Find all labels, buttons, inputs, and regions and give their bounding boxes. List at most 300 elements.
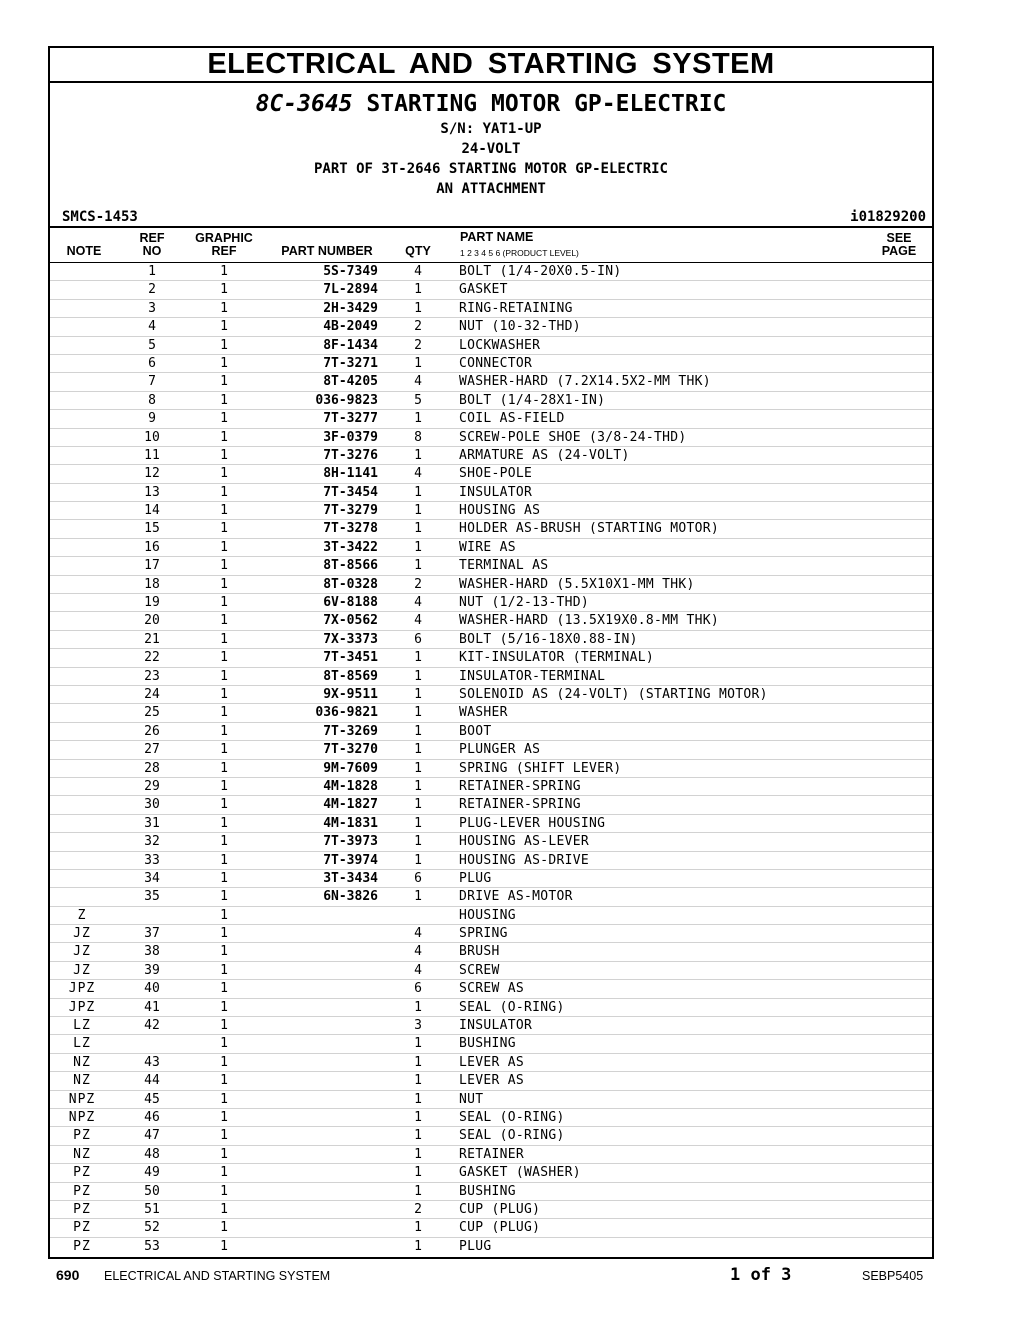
part-number-cell: 7T-3271 xyxy=(323,355,378,371)
illustration-id: i01829200 xyxy=(850,209,926,225)
table-row xyxy=(50,594,932,612)
group-header xyxy=(50,83,932,228)
ref-no-cell: 1 xyxy=(148,264,156,279)
table-row xyxy=(50,557,932,575)
part-name-cell: KIT-INSULATOR (TERMINAL) xyxy=(459,650,655,666)
table-row xyxy=(50,465,932,483)
graphic-ref-cell: 1 xyxy=(220,1165,228,1181)
graphic-ref-cell: 1 xyxy=(220,1073,228,1089)
ref-no-cell: 7 xyxy=(148,374,156,390)
header-ref-top: REF xyxy=(139,231,165,245)
ref-no-cell: 10 xyxy=(144,429,160,445)
note-cell: LZ xyxy=(73,1036,91,1052)
graphic-ref-cell: 1 xyxy=(220,1091,228,1107)
graphic-ref-cell: 1 xyxy=(220,889,228,905)
note-cell: LZ xyxy=(73,1018,91,1034)
part-name-cell: SHOE-POLE xyxy=(459,466,533,482)
graphic-ref-cell: 1 xyxy=(220,962,228,978)
qty-cell: 4 xyxy=(414,264,422,279)
ref-no-cell: 25 xyxy=(144,705,160,721)
qty-cell: 1 xyxy=(414,650,422,666)
ref-no-cell: 14 xyxy=(144,503,160,519)
part-number-cell: 8T-0328 xyxy=(323,576,378,592)
note-cell: NPZ xyxy=(68,1091,96,1107)
graphic-ref-cell: 1 xyxy=(220,392,228,408)
qty-cell: 1 xyxy=(414,300,422,316)
graphic-ref-cell: 1 xyxy=(220,723,228,739)
table-row xyxy=(50,870,932,888)
part-name-cell: RETAINER-SPRING xyxy=(459,797,581,813)
part-name-cell: HOLDER AS-BRUSH (STARTING MOTOR) xyxy=(459,521,720,537)
qty-cell: 2 xyxy=(414,319,422,335)
qty-cell: 8 xyxy=(414,429,422,445)
ref-no-cell: 27 xyxy=(144,742,160,758)
qty-cell: 1 xyxy=(414,742,422,758)
table-row xyxy=(50,1127,932,1145)
table-row xyxy=(50,668,932,686)
table-row xyxy=(50,1164,932,1182)
ref-no-cell: 17 xyxy=(144,558,160,574)
part-name-cell: BUSHING xyxy=(459,1036,516,1052)
qty-cell: 1 xyxy=(414,760,422,776)
part-name-cell: SOLENOID AS (24-VOLT) (STARTING MOTOR) xyxy=(459,686,768,702)
graphic-ref-cell: 1 xyxy=(220,521,228,537)
graphic-ref-cell: 1 xyxy=(220,484,228,500)
part-number-cell: 8T-8569 xyxy=(323,668,378,684)
part-name-cell: HOUSING AS-LEVER xyxy=(459,834,590,850)
part-name-cell: BOLT (1/4-20X0.5-IN) xyxy=(459,264,622,279)
table-row xyxy=(50,263,932,281)
parts-page-frame xyxy=(48,46,934,1259)
part-number-cell: 8T-8566 xyxy=(323,558,378,574)
graphic-ref-cell: 1 xyxy=(220,447,228,463)
graphic-ref-cell: 1 xyxy=(220,1220,228,1236)
part-number-cell: 3F-0379 xyxy=(323,429,378,445)
qty-cell: 1 xyxy=(414,447,422,463)
graphic-ref-cell: 1 xyxy=(220,907,228,923)
graphic-ref-cell: 1 xyxy=(220,558,228,574)
voltage: 24-VOLT xyxy=(461,141,521,157)
table-row xyxy=(50,502,932,520)
header-note: NOTE xyxy=(66,244,102,258)
part-name-cell: RETAINER-SPRING xyxy=(459,778,581,794)
part-name-cell: ARMATURE AS (24-VOLT) xyxy=(459,447,630,463)
group-title xyxy=(50,91,932,117)
footer-page-count: 1 of 3 xyxy=(730,1265,792,1285)
qty-cell: 1 xyxy=(414,797,422,813)
group-part-number: 8C-3645 xyxy=(255,91,353,117)
qty-cell: 2 xyxy=(414,1201,422,1217)
part-name-cell: HOUSING AS xyxy=(459,503,541,519)
graphic-ref-cell: 1 xyxy=(220,1146,228,1162)
part-number-cell: 7T-3277 xyxy=(323,411,378,427)
graphic-ref-cell: 1 xyxy=(220,631,228,647)
part-name-cell: PLUG xyxy=(459,870,492,886)
table-row xyxy=(50,1035,932,1053)
part-number-cell: 4M-1827 xyxy=(323,797,378,813)
footer-doc-id: SEBP5405 xyxy=(862,1269,924,1283)
part-name-cell: SPRING (SHIFT LEVER) xyxy=(459,760,622,776)
part-number-cell: 2H-3429 xyxy=(323,300,378,316)
part-name-cell: GASKET xyxy=(459,282,508,298)
ref-no-cell: 38 xyxy=(144,944,160,960)
ref-no-cell: 6 xyxy=(148,355,156,371)
ref-no-cell: 30 xyxy=(144,797,160,813)
graphic-ref-cell: 1 xyxy=(220,1238,228,1254)
part-number-cell: 5S-7349 xyxy=(323,264,378,279)
footer-page-number: 690 xyxy=(56,1267,80,1283)
part-number-cell: 7T-3270 xyxy=(323,742,378,758)
smcs-code: SMCS-1453 xyxy=(62,209,138,225)
graphic-ref-cell: 1 xyxy=(220,742,228,758)
part-number-cell: 8T-4205 xyxy=(323,374,378,390)
part-name-cell: BOLT (1/4-28X1-IN) xyxy=(459,392,606,408)
table-row xyxy=(50,410,932,428)
header-qty: QTY xyxy=(405,244,431,258)
part-of-note: PART OF 3T-2646 STARTING MOTOR GP-ELECTRIC xyxy=(313,161,668,177)
qty-cell: 1 xyxy=(414,686,422,702)
part-name-cell: WASHER-HARD (5.5X10X1-MM THK) xyxy=(459,576,695,592)
table-row xyxy=(50,429,932,447)
graphic-ref-cell: 1 xyxy=(220,650,228,666)
note-cell: PZ xyxy=(73,1165,91,1181)
qty-cell: 1 xyxy=(414,1238,422,1254)
part-number-cell: 8F-1434 xyxy=(323,337,378,353)
parts-list xyxy=(50,263,932,1256)
part-name-cell: COIL AS-FIELD xyxy=(459,411,565,427)
qty-cell: 1 xyxy=(414,411,422,427)
ref-no-cell: 2 xyxy=(148,282,156,298)
ref-no-cell: 32 xyxy=(144,834,160,850)
ref-no-cell: 44 xyxy=(144,1073,160,1089)
part-name-cell: WASHER-HARD (13.5X19X0.8-MM THK) xyxy=(459,613,720,629)
part-number-cell: 9M-7609 xyxy=(323,760,378,776)
part-name-cell: SEAL (O-RING) xyxy=(459,1109,565,1125)
qty-cell: 1 xyxy=(414,1128,422,1144)
ref-no-cell: 26 xyxy=(144,723,160,739)
note-cell: NPZ xyxy=(68,1109,96,1125)
table-row xyxy=(50,1238,932,1256)
part-name-cell: SCREW xyxy=(459,962,500,978)
header-ref-bottom: NO xyxy=(142,244,162,258)
table-row xyxy=(50,631,932,649)
header-product-levels: 1 2 3 4 5 6 (PRODUCT LEVEL) xyxy=(460,248,579,258)
table-row xyxy=(50,943,932,961)
table-row xyxy=(50,539,932,557)
part-number-cell: 036-9823 xyxy=(315,392,378,408)
ref-no-cell: 49 xyxy=(144,1165,160,1181)
ref-no-cell: 11 xyxy=(144,447,160,463)
part-name-cell: BOOT xyxy=(459,723,492,739)
graphic-ref-cell: 1 xyxy=(220,613,228,629)
header-part-number: PART NUMBER xyxy=(281,244,373,258)
table-row xyxy=(50,1109,932,1127)
qty-cell: 3 xyxy=(414,1018,422,1034)
qty-cell: 4 xyxy=(414,962,422,978)
ref-no-cell: 37 xyxy=(144,926,160,942)
ref-no-cell: 3 xyxy=(148,300,156,316)
part-name-cell: SEAL (O-RING) xyxy=(459,999,565,1015)
ref-no-cell: 42 xyxy=(144,1018,160,1034)
graphic-ref-cell: 1 xyxy=(220,778,228,794)
part-name-cell: INSULATOR xyxy=(459,484,533,500)
graphic-ref-cell: 1 xyxy=(220,264,228,279)
qty-cell: 1 xyxy=(414,778,422,794)
ref-no-cell: 13 xyxy=(144,484,160,500)
graphic-ref-cell: 1 xyxy=(220,668,228,684)
ref-no-cell: 21 xyxy=(144,631,160,647)
part-name-cell: HOUSING AS-DRIVE xyxy=(459,852,590,868)
graphic-ref-cell: 1 xyxy=(220,355,228,371)
qty-cell: 4 xyxy=(414,374,422,390)
qty-cell: 6 xyxy=(414,981,422,997)
part-name-cell: CUP (PLUG) xyxy=(459,1220,541,1236)
qty-cell: 4 xyxy=(414,595,422,611)
table-row xyxy=(50,852,932,870)
table-row xyxy=(50,355,932,373)
table-row xyxy=(50,1183,932,1201)
table-row xyxy=(50,888,932,906)
graphic-ref-cell: 1 xyxy=(220,686,228,702)
group-name: STARTING MOTOR GP-ELECTRIC xyxy=(366,91,727,117)
ref-no-cell: 24 xyxy=(144,686,160,702)
table-row xyxy=(50,300,932,318)
note-cell: NZ xyxy=(73,1054,91,1070)
graphic-ref-cell: 1 xyxy=(220,797,228,813)
ref-no-cell: 53 xyxy=(144,1238,160,1254)
note-cell: JZ xyxy=(73,944,91,960)
ref-no-cell: 33 xyxy=(144,852,160,868)
table-row xyxy=(50,1017,932,1035)
graphic-ref-cell: 1 xyxy=(220,539,228,555)
ref-no-cell: 4 xyxy=(148,319,156,335)
qty-cell: 4 xyxy=(414,944,422,960)
ref-no-cell: 35 xyxy=(144,889,160,905)
section-title: ELECTRICAL AND STARTING SYSTEM xyxy=(50,48,932,83)
graphic-ref-cell: 1 xyxy=(220,1054,228,1070)
graphic-ref-cell: 1 xyxy=(220,319,228,335)
graphic-ref-cell: 1 xyxy=(220,1128,228,1144)
note-cell: JZ xyxy=(73,962,91,978)
ref-no-cell: 15 xyxy=(144,521,160,537)
graphic-ref-cell: 1 xyxy=(220,981,228,997)
part-number-cell: 7T-3279 xyxy=(323,503,378,519)
graphic-ref-cell: 1 xyxy=(220,576,228,592)
table-row xyxy=(50,447,932,465)
ref-no-cell: 47 xyxy=(144,1128,160,1144)
ref-no-cell: 18 xyxy=(144,576,160,592)
graphic-ref-cell: 1 xyxy=(220,466,228,482)
table-row xyxy=(50,392,932,410)
qty-cell: 4 xyxy=(414,613,422,629)
attachment-note: AN ATTACHMENT xyxy=(436,181,546,197)
ref-no-cell: 22 xyxy=(144,650,160,666)
note-cell: PZ xyxy=(73,1238,91,1254)
note-cell: JPZ xyxy=(68,981,96,997)
qty-cell: 1 xyxy=(414,503,422,519)
ref-no-cell: 45 xyxy=(144,1091,160,1107)
ref-no-cell: 9 xyxy=(148,411,156,427)
part-number-cell: 7T-3269 xyxy=(323,723,378,739)
note-cell: NZ xyxy=(73,1146,91,1162)
part-number-cell: 4M-1831 xyxy=(323,815,378,831)
ref-no-cell: 20 xyxy=(144,613,160,629)
part-number-cell: 4M-1828 xyxy=(323,778,378,794)
part-name-cell: LEVER AS xyxy=(459,1073,525,1089)
qty-cell: 4 xyxy=(414,466,422,482)
ref-no-cell: 28 xyxy=(144,760,160,776)
qty-cell: 1 xyxy=(414,668,422,684)
note-cell: JPZ xyxy=(68,999,96,1015)
part-number-cell: 7T-3454 xyxy=(323,484,378,500)
part-name-cell: RETAINER xyxy=(459,1146,525,1162)
qty-cell: 1 xyxy=(414,815,422,831)
part-name-cell: TERMINAL AS xyxy=(459,558,549,574)
qty-cell: 1 xyxy=(414,834,422,850)
graphic-ref-cell: 1 xyxy=(220,999,228,1015)
graphic-ref-cell: 1 xyxy=(220,870,228,886)
part-name-cell: NUT (10-32-THD) xyxy=(459,319,581,335)
ref-no-cell: 51 xyxy=(144,1201,160,1217)
graphic-ref-cell: 1 xyxy=(220,503,228,519)
table-row xyxy=(50,980,932,998)
graphic-ref-cell: 1 xyxy=(220,300,228,316)
footer-section: ELECTRICAL AND STARTING SYSTEM xyxy=(104,1269,331,1283)
part-name-cell: CUP (PLUG) xyxy=(459,1201,541,1217)
note-cell: PZ xyxy=(73,1201,91,1217)
qty-cell: 1 xyxy=(414,484,422,500)
ref-no-cell: 19 xyxy=(144,595,160,611)
ref-no-cell: 16 xyxy=(144,539,160,555)
qty-cell: 1 xyxy=(414,558,422,574)
qty-cell: 1 xyxy=(414,1146,422,1162)
qty-cell: 6 xyxy=(414,631,422,647)
graphic-ref-cell: 1 xyxy=(220,1036,228,1052)
table-row xyxy=(50,318,932,336)
table-row xyxy=(50,962,932,980)
part-number-cell: 6N-3826 xyxy=(323,889,378,905)
qty-cell: 1 xyxy=(414,521,422,537)
table-row xyxy=(50,576,932,594)
part-name-cell: LEVER AS xyxy=(459,1054,525,1070)
qty-cell: 1 xyxy=(414,999,422,1015)
ref-no-cell: 23 xyxy=(144,668,160,684)
part-name-cell: WIRE AS xyxy=(459,539,516,555)
graphic-ref-cell: 1 xyxy=(220,1201,228,1217)
qty-cell: 6 xyxy=(414,870,422,886)
part-number-cell: 9X-9511 xyxy=(323,686,378,702)
table-row xyxy=(50,1054,932,1072)
qty-cell: 1 xyxy=(414,723,422,739)
ref-no-cell: 48 xyxy=(144,1146,160,1162)
qty-cell: 2 xyxy=(414,337,422,353)
table-row xyxy=(50,778,932,796)
part-name-cell: BOLT (5/16-18X0.88-IN) xyxy=(459,631,638,647)
ref-no-cell: 5 xyxy=(148,337,156,353)
table-row xyxy=(50,337,932,355)
header-graphic-top: GRAPHIC xyxy=(195,231,253,245)
table-row xyxy=(50,1146,932,1164)
graphic-ref-cell: 1 xyxy=(220,705,228,721)
part-name-cell: DRIVE AS-MOTOR xyxy=(459,889,573,905)
part-name-cell: WASHER-HARD (7.2X14.5X2-MM THK) xyxy=(459,374,711,390)
qty-cell: 1 xyxy=(414,1220,422,1236)
table-row xyxy=(50,612,932,630)
ref-no-cell: 40 xyxy=(144,981,160,997)
part-name-cell: PLUG xyxy=(459,1238,492,1254)
part-name-cell: WASHER xyxy=(459,705,508,721)
graphic-ref-cell: 1 xyxy=(220,944,228,960)
table-row xyxy=(50,741,932,759)
table-row xyxy=(50,704,932,722)
note-cell: Z xyxy=(77,907,87,923)
part-name-cell: INSULATOR-TERMINAL xyxy=(459,668,606,684)
part-name-cell: SCREW AS xyxy=(459,981,525,997)
qty-cell: 1 xyxy=(414,1091,422,1107)
column-headers xyxy=(50,228,932,263)
note-cell: PZ xyxy=(73,1220,91,1236)
part-name-cell: PLUG-LEVER HOUSING xyxy=(459,815,606,831)
part-name-cell: HOUSING xyxy=(459,907,516,923)
qty-cell: 1 xyxy=(414,1054,422,1070)
qty-cell: 1 xyxy=(414,1109,422,1125)
table-row xyxy=(50,999,932,1017)
table-row xyxy=(50,1219,932,1237)
ref-no-cell: 39 xyxy=(144,962,160,978)
ref-no-cell: 43 xyxy=(144,1054,160,1070)
table-row xyxy=(50,723,932,741)
header-graphic-bottom: REF xyxy=(211,244,237,258)
qty-cell: 4 xyxy=(414,926,422,942)
table-row xyxy=(50,520,932,538)
part-name-cell: RING-RETAINING xyxy=(459,300,573,316)
qty-cell: 1 xyxy=(414,1073,422,1089)
part-name-cell: CONNECTOR xyxy=(459,355,533,371)
ref-no-cell: 41 xyxy=(144,999,160,1015)
part-name-cell: LOCKWASHER xyxy=(459,337,541,353)
part-name-cell: PLUNGER AS xyxy=(459,742,541,758)
part-number-cell: 8H-1141 xyxy=(323,466,378,482)
graphic-ref-cell: 1 xyxy=(220,429,228,445)
qty-cell: 1 xyxy=(414,705,422,721)
header-see-bottom: PAGE xyxy=(881,244,917,258)
graphic-ref-cell: 1 xyxy=(220,1109,228,1125)
part-name-cell: GASKET (WASHER) xyxy=(459,1165,581,1181)
table-row xyxy=(50,373,932,391)
qty-cell: 1 xyxy=(414,1183,422,1199)
graphic-ref-cell: 1 xyxy=(220,374,228,390)
qty-cell: 1 xyxy=(414,889,422,905)
part-number-cell: 7T-3451 xyxy=(323,650,378,666)
part-name-cell: BUSHING xyxy=(459,1183,516,1199)
table-row xyxy=(50,796,932,814)
table-row xyxy=(50,649,932,667)
qty-cell: 2 xyxy=(414,576,422,592)
table-row xyxy=(50,815,932,833)
part-name-cell: SPRING xyxy=(459,926,508,942)
part-number-cell: 3T-3422 xyxy=(323,539,378,555)
part-number-cell: 6V-8188 xyxy=(323,595,378,611)
table-row xyxy=(50,925,932,943)
qty-cell: 1 xyxy=(414,355,422,371)
part-number-cell: 036-9821 xyxy=(315,705,378,721)
table-row xyxy=(50,686,932,704)
ref-no-cell: 46 xyxy=(144,1109,160,1125)
qty-cell: 1 xyxy=(414,1036,422,1052)
header-part-name: PART NAME xyxy=(460,230,534,244)
part-number-cell: 7X-3373 xyxy=(323,631,378,647)
part-number-cell: 7T-3974 xyxy=(323,852,378,868)
